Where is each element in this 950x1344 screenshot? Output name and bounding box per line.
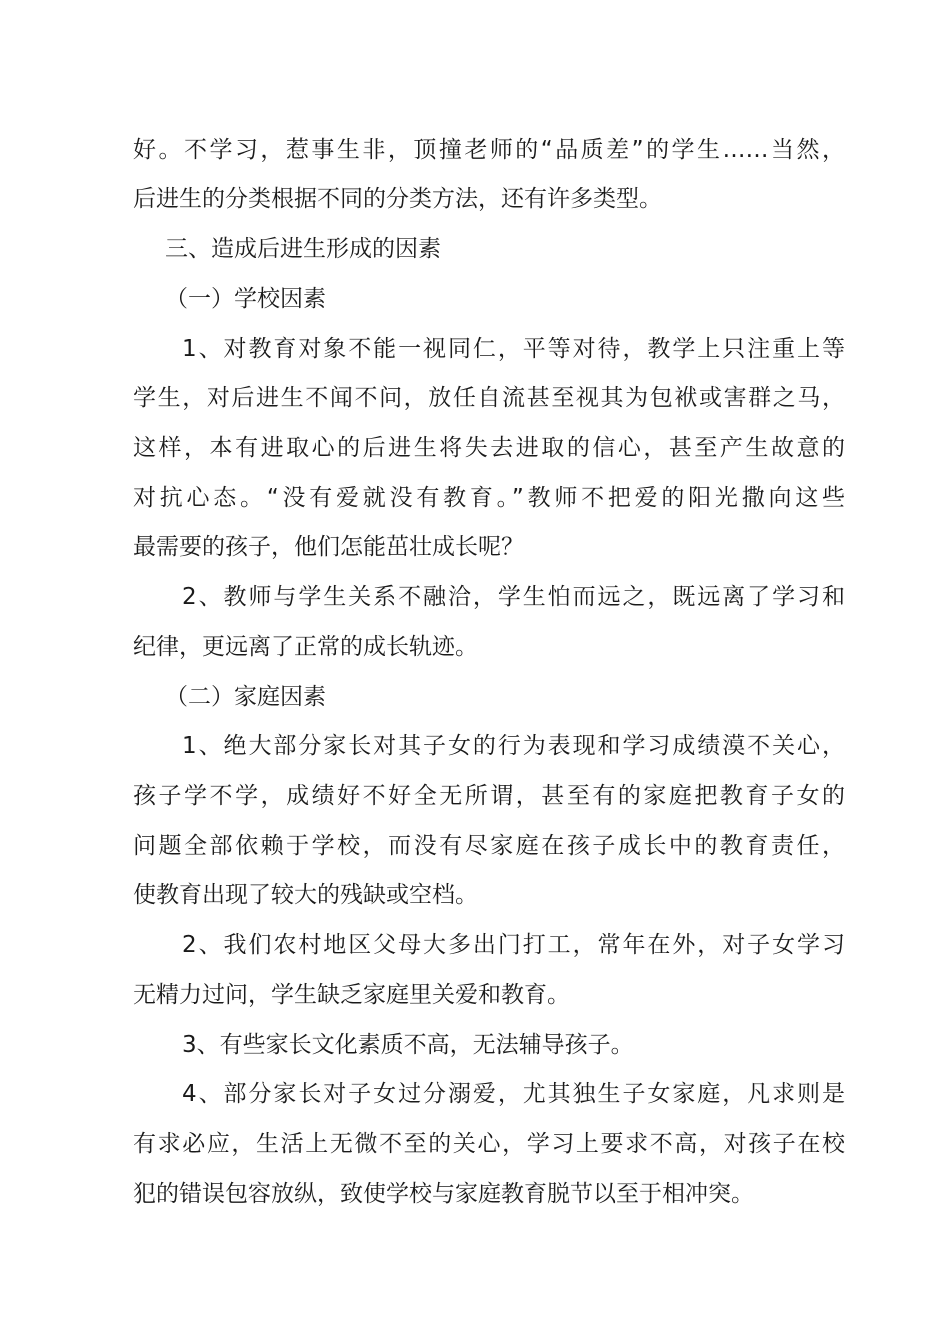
body-text-line: 问题全部依赖于学校，而没有尽家庭在孩子成长中的教育责任， — [133, 833, 845, 859]
body-text-line: 1、绝大部分家长对其子女的行为表现和学习成绩漠不关心， — [182, 733, 845, 759]
body-text-line: 3、有些家长文化素质不高，无法辅导孩子。 — [182, 1032, 634, 1058]
body-text-line: 4、部分家长对子女过分溺爱，尤其独生子女家庭，凡求则是 — [182, 1081, 845, 1107]
body-text-line: 使教育出现了较大的残缺或空档。 — [133, 882, 478, 908]
body-text-line: 1、对教育对象不能一视同仁，平等对待，教学上只注重上等 — [182, 336, 845, 362]
body-text-line: 犯的错误包容放纵，致使学校与家庭教育脱节以至于相冲突。 — [133, 1181, 754, 1207]
body-text-line: 对抗心态。“没有爱就没有教育。”教师不把爱的阳光撒向这些 — [133, 485, 845, 511]
body-text-line: 有求必应，生活上无微不至的关心，学习上要求不高，对孩子在校 — [133, 1131, 845, 1157]
body-text-line: 2、我们农村地区父母大多出门打工，常年在外，对子女学习 — [182, 932, 845, 958]
body-text-line: 这样，本有进取心的后进生将失去进取的信心，甚至产生故意的 — [133, 435, 845, 461]
body-text-line: 纪律，更远离了正常的成长轨迹。 — [133, 634, 478, 660]
subsection-heading: （一）学校因素 — [165, 286, 326, 312]
body-text-line: 最需要的孩子，他们怎能茁壮成长呢？ — [133, 534, 524, 560]
body-text-line: 无精力过问，学生缺乏家庭里关爱和教育。 — [133, 982, 570, 1008]
body-text-line: 学生，对后进生不闻不问，放任自流甚至视其为包袱或害群之马， — [133, 385, 845, 411]
body-text-line: 好。不学习，惹事生非，顶撞老师的“品质差”的学生……当然， — [133, 137, 845, 163]
section-heading: 三、造成后进生形成的因素 — [165, 236, 441, 262]
body-text-line: 后进生的分类根据不同的分类方法，还有许多类型。 — [133, 186, 662, 212]
subsection-heading: （二）家庭因素 — [165, 684, 326, 710]
body-text-line: 孩子学不学，成绩好不好全无所谓，甚至有的家庭把教育子女的 — [133, 783, 845, 809]
body-text-line: 2、教师与学生关系不融洽，学生怕而远之，既远离了学习和 — [182, 584, 845, 610]
